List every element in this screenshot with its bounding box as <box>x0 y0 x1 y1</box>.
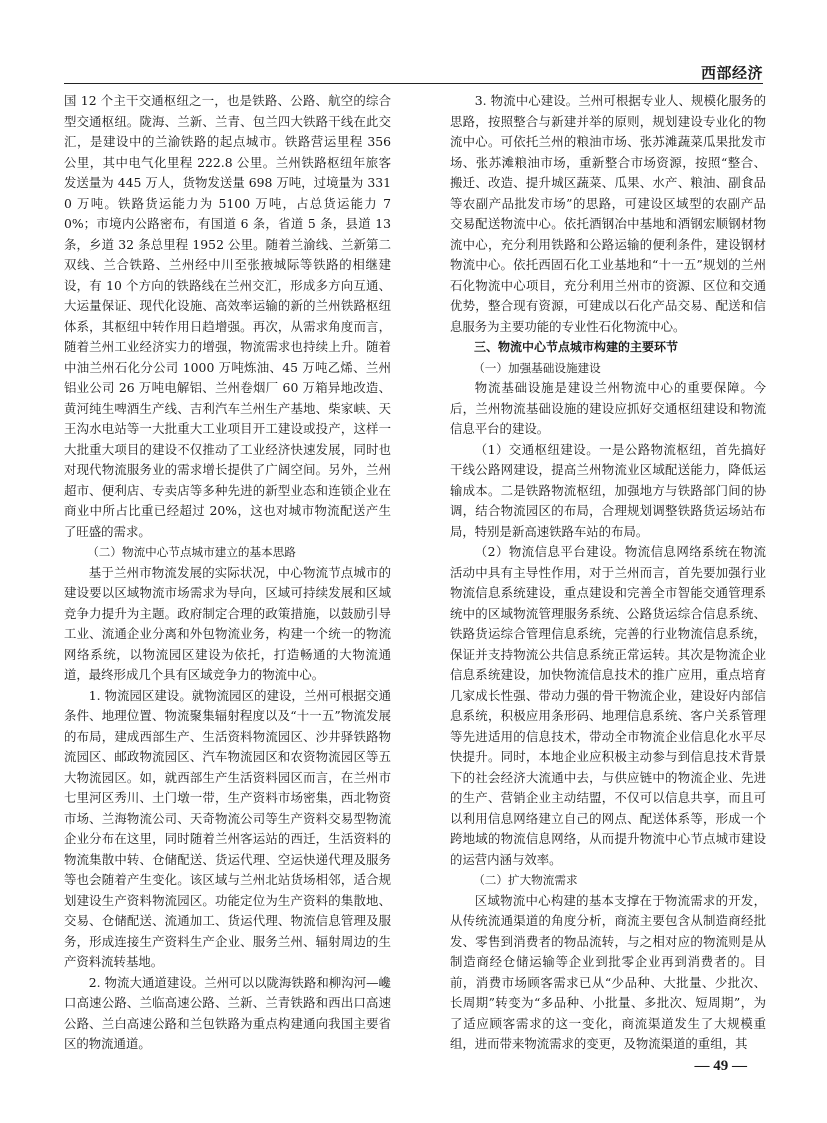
paragraph: 基于兰州市物流发展的实际状况，中心物流节点城市的建设要以区域物流市场需求为导向，区域可持续发展和区域竞争力提升为主题。政府制定合理的政策措施，以鼓励引导工业、流通企业分离和外包物流业务，构建一个统一的物流网络系统，以物流园区建设为依托，打造畅通的大物流通道，最终形成几个具有区域竞争力的物流中心。 <box>64 564 391 682</box>
journal-name: 西部经济 <box>700 64 763 82</box>
paragraph: 国 12 个主干交通枢纽之一，也是铁路、公路、航空的综合型交通枢纽。陇海、兰新、兰青、包兰四大铁路干线在此交汇，是建设中的兰渝铁路的起点城市。铁路营运里程 356 公里，其中电气化里程 222.8 公里。兰州铁路枢纽年旅客发送量为 445 万人，货物发送量 698 万吨，过境量为 3310 万吨。铁路货运能力为 5100 万吨，占总货运能力 70%；市境内公路密布，有国道 6 条，省道 5 条，县道 13 条，乡道 32 条总里程 1952 公里。随着兰渝线、兰新第二双线、兰合铁路、兰州经中川至张掖城际等铁路的相继建设，有 10 个方向的铁路线在兰州交汇，形成多方向互通、大运量保证、现代化设施、高效率运输的新的兰州铁路枢纽体系，其枢纽中转作用日趋增强。再次，从需求角度而言，随着兰州工业经济实力的增强，物流需求也持续上升。随着中油兰州石化分公司 1000 万吨炼油、45 万吨乙烯、兰州铝业公司 26 万吨电解铝、兰州卷烟厂 60 万箱异地改造、黄河纯生啤酒生产线、吉利汽车兰州生产基地、柴家峡、天王沟水电站等一大批重大工业项目开工建设或投产，这样一大批重大项目的建设不仅推动了工业经济快速发展，同时也对现代物流服务业的需求增长提供了广阔空间。另外，兰州超市、便利店、专卖店等多种先进的新型业态和连锁企业在商业中所占比重已经超过 20%，这也对城市物流配送产生了旺盛的需求。 <box>64 93 391 539</box>
paragraph: 区域物流中心构建的基本支撑在于物流需求的开发，从传统流通渠道的角度分析，商流主要包含从制造商经批发、零售到消费者的物品流转，与之相对应的物流则是从制造商经仓储运输等企业到批零企业再到消费者的。目前，消费市场顾客需求已从“少品种、大批量、少批次、长周期”转变为“多品种、小批量、多批次、短周期”，为了适应顾客需求的这一变化，商流渠道发生了大规模重组，进而带来物流需求的变更，及物流渠道的重组，其 <box>450 892 766 1051</box>
paragraph: 3. 物流中心建设。兰州可根据专业人、规模化服务的思路，按照整合与新建并举的原则，规划建设专业化的物流中心。可依托兰州的粮油市场、张苏滩蔬菜瓜果批发市场、张苏滩粮油市场，重新整合市场资源，按照“整合、搬迁、改造、提升城区蔬菜、瓜果、水产、粮油、副食品等农副产品批发市场”的思路，可建设区域型的农副产品交易配送物流中心。依托酒钢冶中基地和酒钢宏顺钢材物流中心，充分利用铁路和公路运输的便利条件，建设钢材物流中心。依托西固石化工业基地和“十一五”规划的兰州石化物流中心项目，充分利用兰州市的资源、区位和交通优势，整合现有资源，可建成以石化产品交易、配送和信息服务为主要功能的专业性石化物流中心。 <box>450 93 766 334</box>
paragraph: 物流基础设施是建设兰州物流中心的重要保障。今后，兰州物流基础设施的建设应抓好交通枢纽建设和物流信息平台的建设。 <box>450 380 766 436</box>
header-rule <box>64 83 763 84</box>
paragraph: （2）物流信息平台建设。物流信息网络系统在物流活动中具有主导性作用，对于兰州而言，首先要加强行业物流信息系统建设，重点建设和完善全市智能交通管理系统中的区域物流管理服务系统、公路货运综合信息系统、铁路货运综合管理信息系统，完善的行业物流信息系统，保证并支持物流公共信息系统正常运转。其次是物流企业信息系统建设，加快物流信息技术的推广应用，重点培育几家成长性强、带动力强的骨干物流企业，建设好内部信息系统，积极应用条形码、地理信息系统、客户关系管理等先进适用的信息技术，带动全市物流企业信息化水平尽快提升。同时，本地企业应积极主动参与到信息技术背景下的社会经济大流通中去，与供应链中的物流企业、先进的生产、营销企业主动结盟，不仅可以信息共享，而且可以利用信息网络建立自己的网点、配送体系等，形成一个跨地域的物流信息网络，从而提升物流中心节点城市建设的运营内涵与效率。 <box>450 544 766 867</box>
subsection-heading: （一）加强基础设施建设 <box>473 360 601 375</box>
right-column <box>450 91 766 1055</box>
left-column <box>64 91 391 1055</box>
section-heading: 三、物流中心节点城市构建的主要环节 <box>474 340 679 354</box>
paragraph: 2. 物流大通道建设。兰州可以以陇海铁路和柳沟河—巉口高速公路、兰临高速公路、兰新、兰青铁路和西出口高速公路、兰白高速公路和兰包铁路为重点构建通向我国主要省区的物流通道。 <box>64 974 391 1051</box>
subsection-heading: （二）物流中心节点城市建立的基本思路 <box>87 545 296 559</box>
page-number: — 49 — <box>694 1058 747 1074</box>
paragraph: （1）交通枢纽建设。一是公路物流枢纽，首先搞好干线公路网建设，提高兰州物流业区域配送能力，降低运输成本。二是铁路物流枢纽，加强地方与铁路部门间的协调，结合物流园区的布局，合理规划调整铁路货运场站布局，特别是新高速铁路车站的布局。 <box>450 441 766 539</box>
paragraph: 1. 物流园区建设。就物流园区的建设，兰州可根据交通条件、地理位置、物流聚集辐射程度以及“十一五”物流发展的布局，建成西部生产、生活资料物流园区、沙井驿铁路物流园区、邮政物流园区、汽车物流园区和农资物流园区等五大物流园区。如，就西部生产生活资料园区而言，在兰州市七里河区秀川、土门墩一带，生产资料市场密集，西北物资市场、兰海物流公司、天奇物流公司等生产资料交易型物流企业分布在这里，同时随着兰州客运站的西迁，生活资料的物流集散中转、仓储配送、货运代理、空运快递代理及服务等也会随着产生变化。该区域与兰州北站货场相邻，适合规划建设生产资料物流园区。功能定位为生产资料的集散地、交易、仓储配送、流通加工、货运代理、物流信息管理及服务，形成连接生产资料生产企业、服务兰州、辐射周边的生产资料流转基地。 <box>64 687 391 969</box>
subsection-heading: （二）扩大物流需求 <box>473 873 578 887</box>
